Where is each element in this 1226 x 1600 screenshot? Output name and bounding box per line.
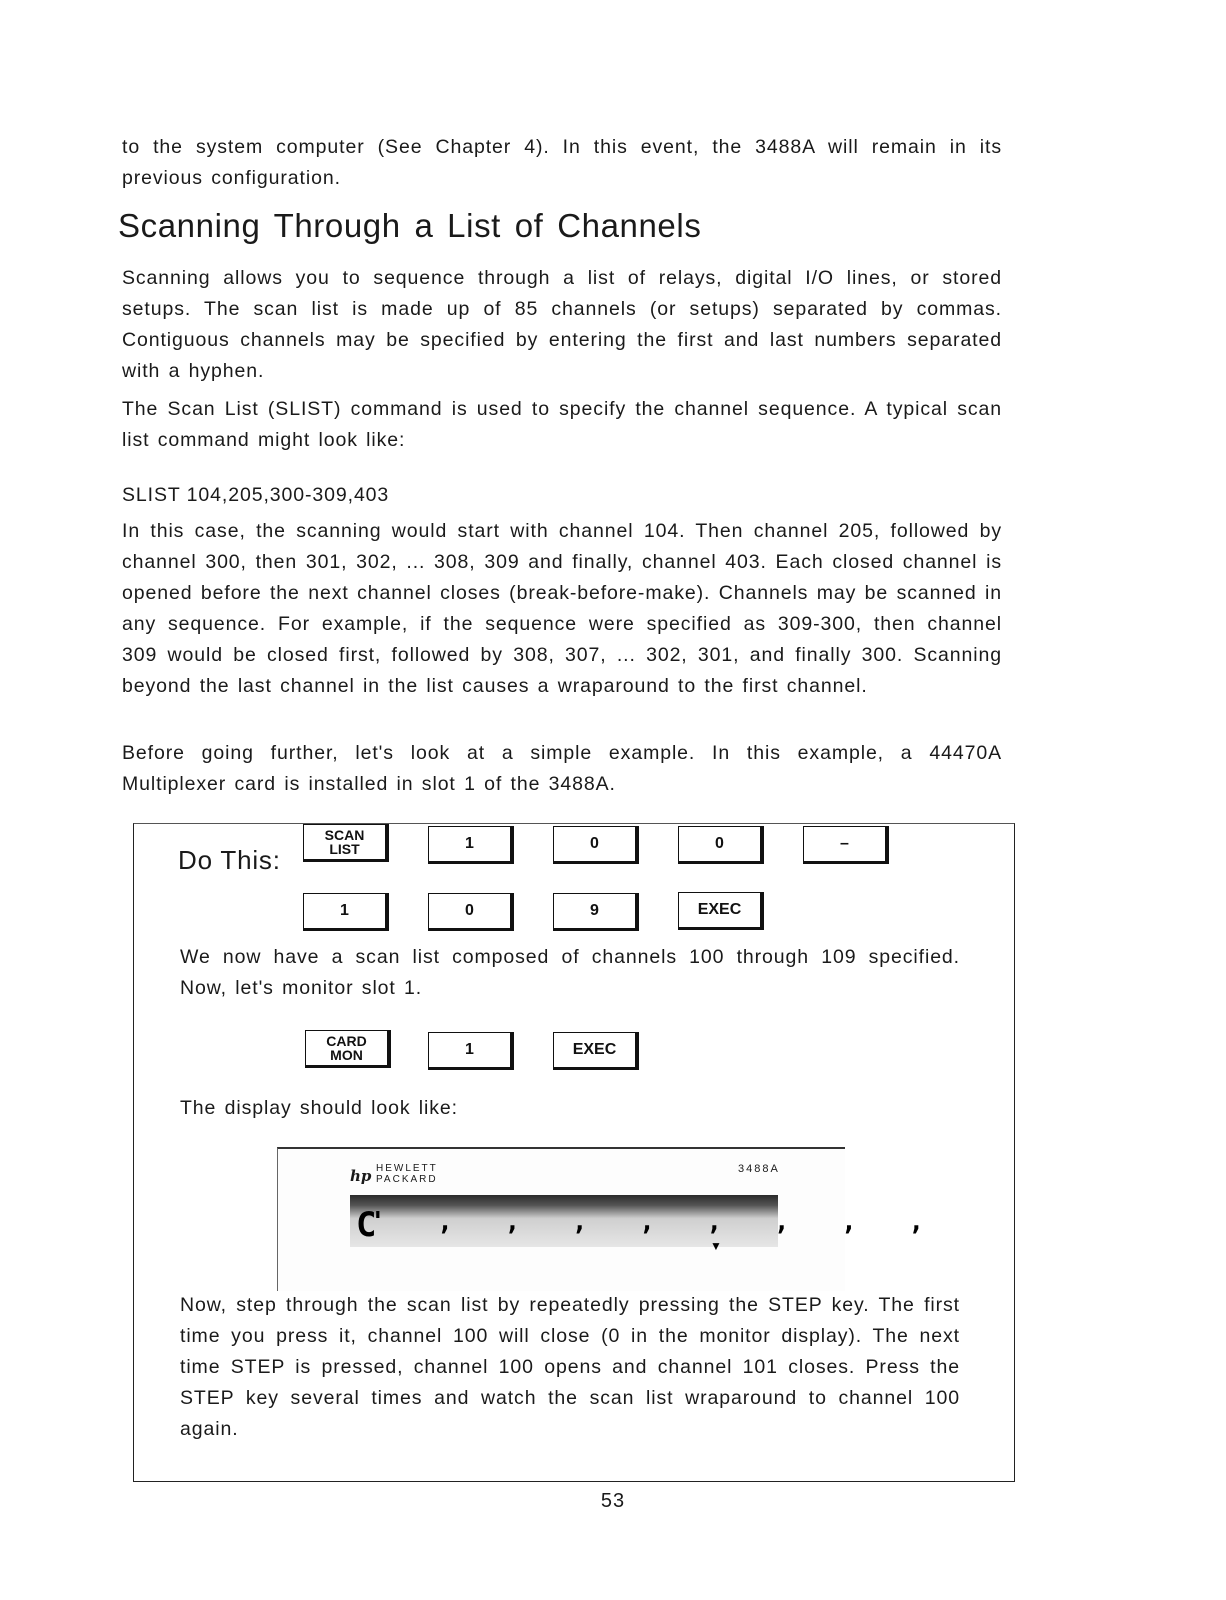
command-example: SLIST 104,205,300-309,403 bbox=[122, 484, 390, 506]
digit-1-key[interactable]: 1 bbox=[303, 893, 389, 931]
digit-9-key[interactable]: 9 bbox=[553, 893, 639, 931]
scan-list-key-line2: LIST bbox=[329, 841, 360, 857]
digit-0-key[interactable]: 0 bbox=[678, 826, 764, 864]
hp-logo-icon: hp bbox=[350, 1167, 372, 1185]
case-paragraph: In this case, the scanning would start with channel 104. Then channel 205, followed by channel 300, then 301, 302, ... 308, 309 and finally, channel 403. Each closed channel is opened before the next channel closes (break-before-make). Channels may be scanned in any sequence. For example, if the sequence were specified as 309-300, then channel 309 would be closed first, followed by 308, 307, ... 302, 301, and finally 300. Scanning beyond the last channel in the list causes a wraparound to the first channel. bbox=[122, 520, 1002, 697]
brand-name bbox=[376, 1163, 438, 1185]
digit-1-key[interactable]: 1 bbox=[428, 826, 514, 864]
section-heading: Scanning Through a List of Channels bbox=[118, 207, 702, 244]
digit-0-key[interactable]: 0 bbox=[428, 893, 514, 931]
hyphen-key[interactable]: – bbox=[803, 826, 889, 864]
exec-key[interactable]: EXEC bbox=[553, 1032, 639, 1070]
card-mon-key-line2: MON bbox=[330, 1047, 363, 1063]
scan-list-key[interactable] bbox=[303, 824, 389, 862]
card-mon-key[interactable] bbox=[305, 1030, 391, 1068]
instrument-display bbox=[277, 1147, 943, 1291]
step-instructions: Now, step through the scan list by repeatedly pressing the STEP key. The first time you press it, channel 100 will close (0 in the monitor display). The next time STEP is pressed, channel 100 opens and channel 101 closes. Press the STEP key several times and watch the scan list wraparound to channel 100 again. bbox=[180, 1294, 960, 1440]
page-number: 53 bbox=[600, 1490, 626, 1512]
intro-paragraph: to the system computer (See Chapter 4). In this event, the 3488A will remain in its previous configuration. bbox=[122, 136, 1002, 189]
brand-line1: HEWLETT bbox=[376, 1163, 438, 1174]
exec-key[interactable]: EXEC bbox=[678, 892, 764, 930]
down-arrow-icon: ▼ bbox=[710, 1239, 722, 1253]
digit-0-key[interactable]: 0 bbox=[553, 826, 639, 864]
model-number: 3488A bbox=[738, 1163, 780, 1175]
scan-list-explanation: We now have a scan list composed of channels 100 through 109 specified. Now, let's monitor slot 1. bbox=[180, 946, 960, 999]
display-intro-text: The display should look like: bbox=[180, 1097, 458, 1119]
scan-list-key-line1: SCAN bbox=[324, 827, 365, 843]
digit-1-key[interactable]: 1 bbox=[428, 1032, 514, 1070]
brand-line2: PACKARD bbox=[376, 1174, 438, 1185]
slist-paragraph: The Scan List (SLIST) command is used to specify the channel sequence. A typical scan list command might look like: bbox=[122, 398, 1002, 451]
lcd-characters: ' , , , , , , , , bbox=[370, 1207, 943, 1237]
example-intro-paragraph: Before going further, let's look at a simple example. In this example, a 44470A Multiplexer card is installed in slot 1 of the 3488A. bbox=[122, 742, 1002, 795]
do-this-label: Do This: bbox=[178, 845, 281, 875]
scanning-paragraph: Scanning allows you to sequence through a list of relays, digital I/O lines, or stored setups. The scan list is made up of 85 channels (or setups) separated by commas. Contiguous channels may be specified by entering the first and last numbers separated with a hyphen. bbox=[122, 267, 1002, 382]
lcd-lead-char: C bbox=[356, 1205, 377, 1245]
card-mon-key-line1: CARD bbox=[326, 1033, 367, 1049]
